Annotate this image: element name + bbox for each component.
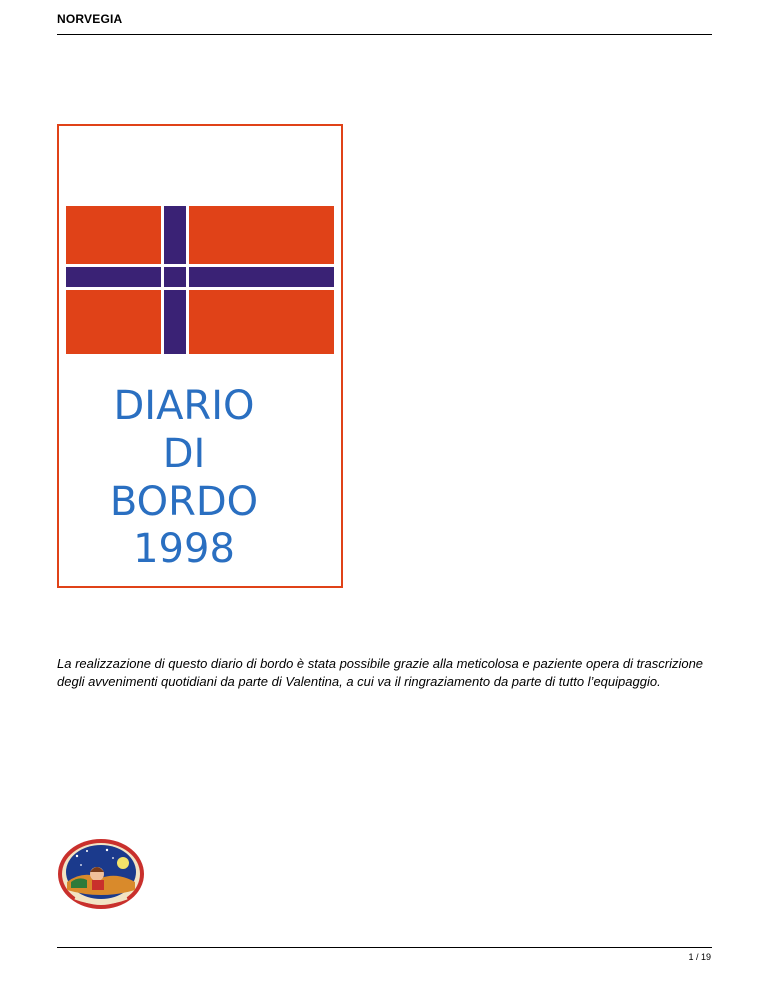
acknowledgement-text: La realizzazione di questo diario di bordo è stata possibile grazie alla meticolosa e paziente opera di trascrizione degli avvenimenti quotidiani da parte di Valentina, a cui va il ringraziamento da parte di tutto l’equipaggio. (57, 656, 704, 689)
footer-divider (57, 947, 712, 948)
cover-title-line-4: 1998 (133, 526, 235, 572)
header-divider (57, 34, 712, 35)
cover-title-line-2: DI (162, 431, 206, 477)
norway-flag (66, 206, 334, 354)
cover-title-line-1: DIARIO (113, 383, 255, 429)
cover-title-line-3: BORDO (109, 479, 259, 525)
header-title: NORVEGIA (57, 12, 123, 26)
crew-emblem-icon (57, 838, 145, 910)
cover-image (57, 124, 343, 588)
page-number: 1 / 19 (688, 952, 711, 962)
